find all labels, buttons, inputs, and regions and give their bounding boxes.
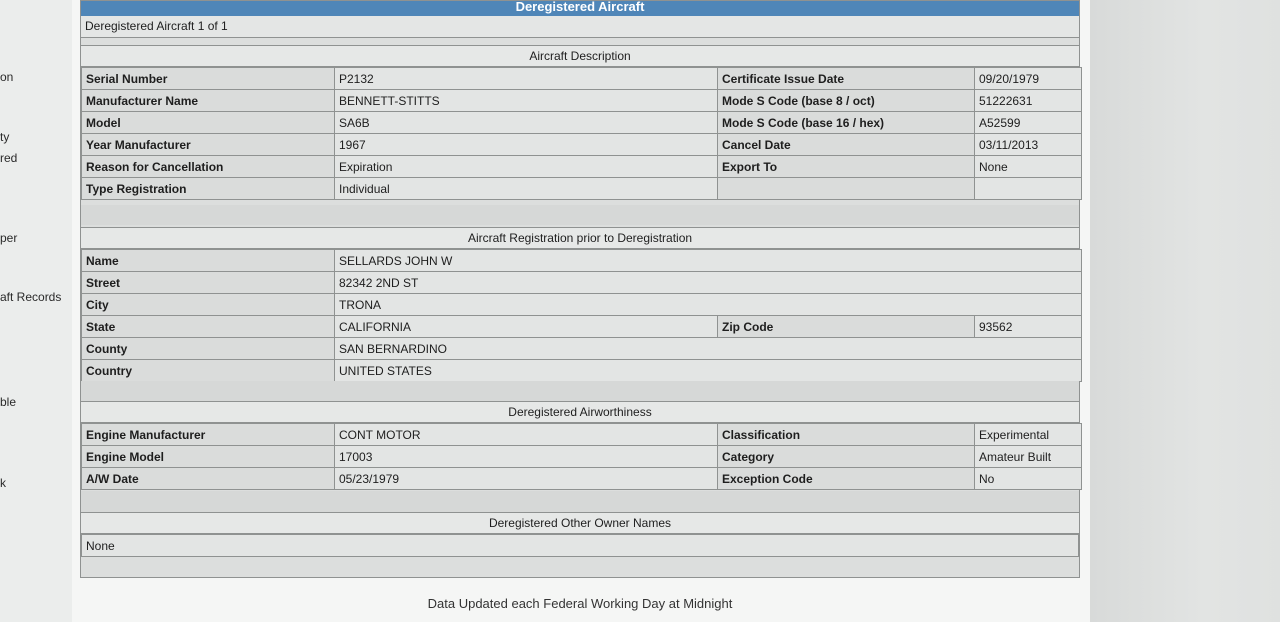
name-value: SELLARDS JOHN W (335, 250, 1082, 272)
table-row (82, 468, 1082, 490)
record-count: Deregistered Aircraft 1 of 1 (81, 16, 1079, 38)
sidebar-item-1[interactable]: on (0, 70, 14, 84)
label-right (718, 178, 975, 200)
city-label: City (82, 294, 335, 316)
sidebar-item-2[interactable]: ty (0, 130, 10, 144)
label-right: Cancel Date (718, 134, 975, 156)
zip-value: 93562 (975, 316, 1082, 338)
section-heading-aircraft-description: Aircraft Description (81, 45, 1079, 67)
airworthiness-table (81, 423, 1082, 490)
section-heading-registration: Aircraft Registration prior to Deregistration (81, 227, 1079, 249)
section-spacer (81, 205, 1079, 225)
street-label: Street (82, 272, 335, 294)
value-right: 09/20/1979 (975, 68, 1082, 90)
table-row (82, 535, 1079, 557)
label-left: Reason for Cancellation (82, 156, 335, 178)
label-right: Certificate Issue Date (718, 68, 975, 90)
value-right: 51222631 (975, 90, 1082, 112)
other-owners-table (81, 534, 1079, 557)
table-row (82, 68, 1082, 90)
label-right: Exception Code (718, 468, 975, 490)
value-right: 03/11/2013 (975, 134, 1082, 156)
value-left: Expiration (335, 156, 718, 178)
sidebar-item-3[interactable]: red (0, 151, 18, 165)
section-spacer (81, 381, 1079, 401)
state-value: CALIFORNIA (335, 316, 718, 338)
street-value: 82342 2ND ST (335, 272, 1082, 294)
section-heading-airworthiness: Deregistered Airworthiness (81, 401, 1079, 423)
deregistered-aircraft-panel (80, 0, 1080, 578)
registration-table (81, 249, 1082, 382)
table-row (82, 156, 1082, 178)
value-right: Amateur Built (975, 446, 1082, 468)
label-left: Engine Model (82, 446, 335, 468)
county-value: SAN BERNARDINO (335, 338, 1082, 360)
value-left: 05/23/1979 (335, 468, 718, 490)
city-value: TRONA (335, 294, 1082, 316)
table-row (82, 338, 1082, 360)
table-row (82, 250, 1082, 272)
country-value: UNITED STATES (335, 360, 1082, 382)
label-left: Serial Number (82, 68, 335, 90)
label-right: Category (718, 446, 975, 468)
value-left: P2132 (335, 68, 718, 90)
panel-title: Deregistered Aircraft (81, 1, 1079, 16)
table-row (82, 178, 1082, 200)
table-row (82, 112, 1082, 134)
value-right: None (975, 156, 1082, 178)
value-right: No (975, 468, 1082, 490)
aircraft-description-table (81, 67, 1082, 200)
table-row (82, 294, 1082, 316)
table-row (82, 360, 1082, 382)
section-spacer (81, 491, 1079, 512)
state-label: State (82, 316, 335, 338)
value-left: 1967 (335, 134, 718, 156)
country-label: Country (82, 360, 335, 382)
value-left: Individual (335, 178, 718, 200)
table-row (82, 424, 1082, 446)
other-owners-value: None (82, 535, 1079, 557)
label-left: A/W Date (82, 468, 335, 490)
left-sidebar (0, 0, 72, 622)
table-row (82, 90, 1082, 112)
label-right: Export To (718, 156, 975, 178)
value-left: BENNETT-STITTS (335, 90, 718, 112)
section-heading-other-owners: Deregistered Other Owner Names (81, 512, 1079, 534)
county-label: County (82, 338, 335, 360)
label-right: Mode S Code (base 16 / hex) (718, 112, 975, 134)
value-right: A52599 (975, 112, 1082, 134)
label-right: Classification (718, 424, 975, 446)
table-row (82, 316, 1082, 338)
sidebar-item-7[interactable]: k (0, 476, 6, 490)
sidebar-item-aircraft-records[interactable]: aft Records (0, 290, 62, 304)
sidebar-item-6[interactable]: ble (0, 395, 17, 409)
label-right: Mode S Code (base 8 / oct) (718, 90, 975, 112)
table-row (82, 134, 1082, 156)
table-row (82, 272, 1082, 294)
value-right (975, 178, 1082, 200)
name-label: Name (82, 250, 335, 272)
label-left: Year Manufacturer (82, 134, 335, 156)
data-update-note: Data Updated each Federal Working Day at Midnight (427, 596, 733, 611)
label-left: Engine Manufacturer (82, 424, 335, 446)
label-left: Type Registration (82, 178, 335, 200)
right-background (1090, 0, 1280, 622)
value-left: 17003 (335, 446, 718, 468)
zip-label: Zip Code (718, 316, 975, 338)
value-right: Experimental (975, 424, 1082, 446)
label-left: Model (82, 112, 335, 134)
label-left: Manufacturer Name (82, 90, 335, 112)
value-left: SA6B (335, 112, 718, 134)
table-row (82, 446, 1082, 468)
sidebar-item-4[interactable]: per (0, 231, 18, 245)
value-left: CONT MOTOR (335, 424, 718, 446)
